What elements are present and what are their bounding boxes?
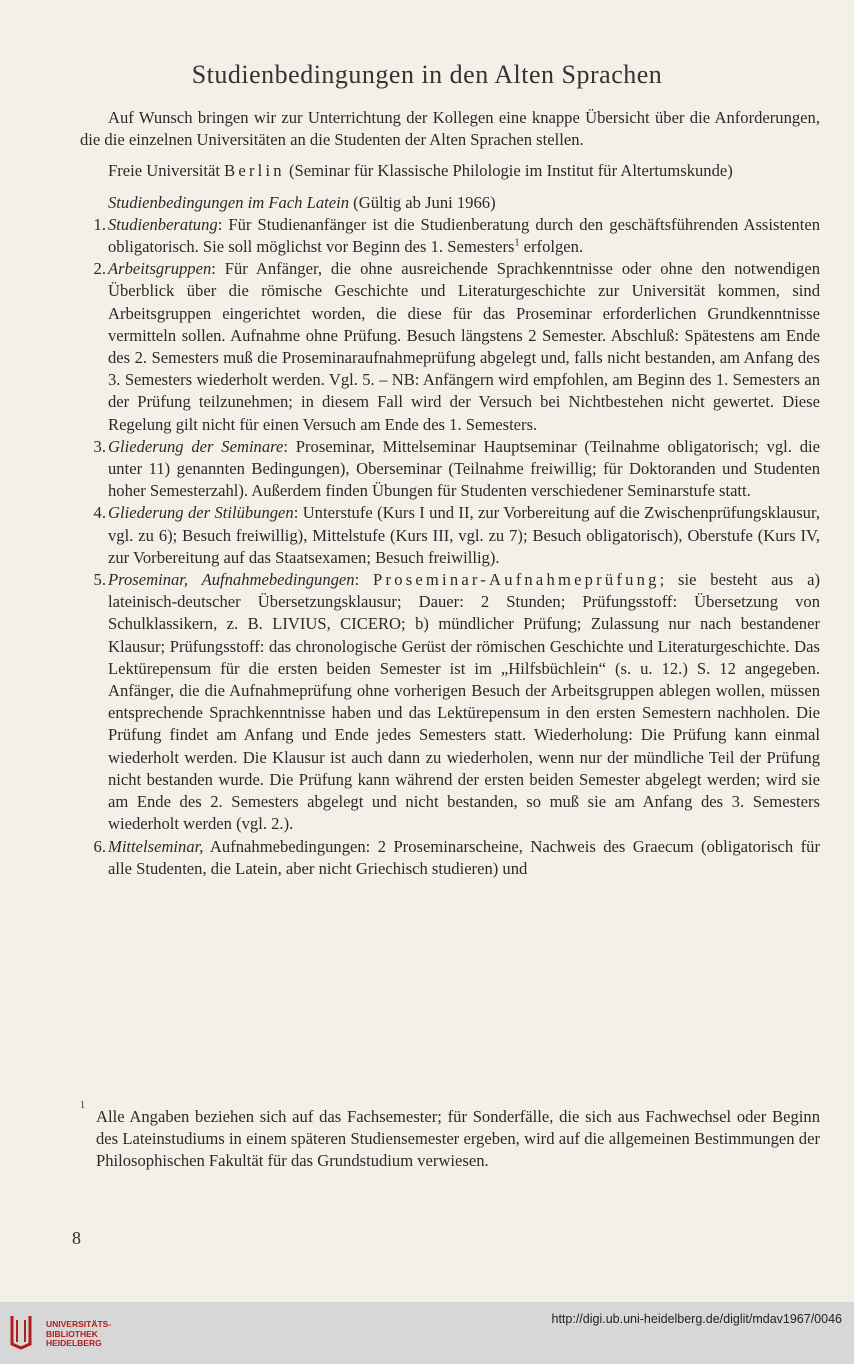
item-heading: Studienberatung bbox=[108, 214, 218, 234]
item-text: : Proseminar, Mittelseminar Hauptseminar (Teilnahme obligatorisch; vgl. die unter 11) genannten Bedingungen), Oberseminar (Teilnahme freiwillig; für Doktoranden und Studenten hoher Semesterzahl). Außerdem finden Übungen für Studenten verschiedener Seminarstufe statt. bbox=[108, 436, 820, 501]
library-name-line: UNIVERSITÄTS- bbox=[46, 1319, 112, 1329]
item-heading: Arbeitsgruppen bbox=[108, 259, 212, 279]
library-name bbox=[46, 1320, 111, 1349]
item-text-tail: erfolgen. bbox=[519, 237, 584, 257]
item-heading: Proseminar, Aufnahmebedingungen bbox=[108, 570, 355, 590]
list-item bbox=[80, 436, 820, 503]
item-number: 6. bbox=[93, 836, 106, 856]
library-name-line: HEIDELBERG bbox=[46, 1338, 102, 1348]
list-item bbox=[80, 836, 820, 880]
subject-title: Studienbedingungen im Fach Latein bbox=[108, 192, 350, 212]
university-prefix: Freie Universität bbox=[108, 161, 225, 181]
list-item bbox=[80, 502, 820, 569]
conditions-list bbox=[80, 214, 820, 880]
item-spaced-term: Proseminar-Aufnahmeprüfung bbox=[373, 570, 660, 590]
item-text: : Unterstufe (Kurs I und II, zur Vorbereitung auf die Zwischenprüfungsklausur, vgl. zu 6); Besuch freiwillig), Mittelstufe (Kurs III, vgl. zu 7); Besuch obligatorisch), Oberstufe (Kurs IV, zur Vorbereitung auf das Staatsexamen; Besuch freiwillig). bbox=[108, 503, 820, 567]
item-text: : Für Anfänger, die ohne ausreichende Sprachkenntnisse oder ohne den notwendigen Überblick über die römische Geschichte und Literaturgeschichte zur Universität kommen, sind Arbeitsgruppen eingerichtet worden, die diese für das Proseminar erforderlichen Grundkenntnisse vermitteln sollen. Aufnahme ohne Prüfung. Besuch längstens 2 Semester. Abschluß: Spätestens am Ende des 2. Semesters muß die Proseminaraufnahmeprüfung abgelegt und, falls nicht bestanden, am Anfang des 3. Semesters wiederholt werden. Vgl. 5. – NB: Anfängern wird empfohlen, am Beginn des 1. Semesters an der Prüfung teilzunehmen; in diesem Fall wird der Versuch bei Nichtbestehen nicht gewertet. Diese Regelung gilt nicht für einen Versuch am Ende des 1. Semesters. bbox=[108, 259, 820, 434]
item-text: ; sie besteht aus a) lateinisch-deutscher Übersetzungsklausur; Dauer: 2 Stunden; Prüfungsstoff: Übersetzung von Schulklassikern, z. B. LIVIUS, CICERO; b) mündlicher Prüfung; Zulassung nur nach bestandener Klausur; Prüfungsstoff: das chronologische Gerüst der römischen Geschichte und Literaturgeschichte. Das Lektürepensum für die ersten beiden Semester ist im „Hilfsbüchlein“ (s. u. 12.) S. 12 angegeben. Anfänger, die die Aufnahmeprüfung ohne vorherigen Besuch der Arbeitsgruppen ablegen wollen, müssen entsprechende Sprachkenntnisse haben und das Lektürepensum in den ersten Semestern nachholen. Die Prüfung findet am Anfang und Ende jedes Semesters statt. Wiederholung: Die Prüfung kann einmal wiederholt werden. Die Klausur ist auch dann zu wiederholen, wenn nur der mündliche Teil der Prüfung nicht bestanden wurde. Die Prüfung kann während der ersten beiden Semester abgelegt werden; wird sie am Ende des 2. Semesters abgelegt und nicht bestanden, so muß sie am Anfang des 3. Semesters wiederholt werden (vgl. 2.). bbox=[108, 570, 820, 834]
body-text bbox=[80, 107, 820, 880]
page-title: Studienbedingungen in den Alten Sprachen bbox=[191, 60, 663, 89]
item-text: : Für Studienanfänger ist die Studienberatung durch den geschäftsführenden Assistenten obligatorisch. Sie soll möglichst vor Beginn des 1. Semesters bbox=[108, 214, 820, 257]
item-heading: Gliederung der Seminare bbox=[108, 436, 284, 456]
item-heading: Gliederung der Stilübungen bbox=[108, 503, 294, 523]
item-number: 5. bbox=[93, 570, 106, 590]
intro-paragraph: Auf Wunsch bringen wir zur Unterrichtung der Kollegen eine knappe Übersicht über die Anforderungen, die die einzelnen Universitäten an die Studenten der Alten Sprachen stellen. bbox=[80, 108, 820, 150]
library-logo-icon bbox=[8, 1312, 34, 1352]
university-suffix: (Seminar für Klassische Philologie im Institut für Altertumskunde) bbox=[284, 161, 733, 181]
page-number: 8 bbox=[72, 1228, 81, 1248]
footnote-marker: 1 bbox=[514, 237, 520, 249]
subject-heading bbox=[80, 192, 820, 214]
list-item bbox=[80, 258, 820, 436]
item-number: 1. bbox=[93, 214, 106, 234]
permalink-url[interactable]: http://digi.ub.uni-heidelberg.de/diglit/mdav1967/0046 bbox=[551, 1312, 842, 1326]
item-number: 4. bbox=[93, 503, 106, 523]
footer-bar bbox=[0, 1302, 854, 1364]
item-text: Aufnahmebedingungen: 2 Proseminarscheine, Nachweis des Graecum (obligatorisch für alle Studenten, die Latein, aber nicht Griechisch studieren) und bbox=[108, 836, 820, 878]
library-name-line: BIBLIOTHEK bbox=[46, 1328, 98, 1339]
item-number: 3. bbox=[93, 436, 106, 456]
subject-validity: (Gültig ab Juni 1966) bbox=[349, 192, 496, 212]
university-city: Berlin bbox=[224, 161, 285, 181]
list-item bbox=[80, 214, 820, 258]
item-number: 2. bbox=[93, 259, 106, 279]
university-heading bbox=[80, 160, 820, 182]
footnote-text: Alle Angaben beziehen sich auf das Fachsemester; für Sonderfälle, die sich aus Fachwechsel oder Beginn des Lateinstudiums in einem späteren Studiensemester ergeben, wird auf die allgemeinen Bestimmungen der Philosophischen Fakultät für das Grundstudium verwiesen. bbox=[96, 1107, 820, 1171]
footnote: 1 Alle Angaben beziehen sich auf das Fachsemester; für Sonderfälle, die sich aus Fachwechsel oder Beginn des Lateinstudiums in einem späteren Studiensemester ergeben, wird auf die allgemeinen Bestimmungen der Philosophischen Fakultät für das Grundstudium verwiesen. bbox=[80, 1106, 820, 1173]
item-heading: Mittelseminar, bbox=[108, 836, 204, 856]
list-item: 5. Proseminar, Aufnahmebedingungen: Proseminar-Aufnahmeprüfung; sie besteht aus a) lateinisch-deutscher Übersetzungsklausur; Dauer: 2 Stunden; Prüfungsstoff: Übersetzung von Schulklassikern, z. B. LIVIUS, CICERO; b) mündlicher Prüfung; Zulassung nur nach bestandener Klausur; Prüfungsstoff: das chronologische Gerüst der römischen Geschichte und Literaturgeschichte. Das Lektürepensum für die ersten beiden Semester ist im „Hilfsbüchlein“ (s. u. 12.) S. 12 angegeben. Anfänger, die die Aufnahmeprüfung ohne vorherigen Besuch der Arbeitsgruppen ablegen wollen, müssen entsprechende Sprachkenntnisse haben und das Lektürepensum in den ersten Semestern nachholen. Die Prüfung findet am Anfang und Ende jedes Semesters statt. Wiederholung: Die Prüfung kann einmal wiederholt werden. Die Klausur ist auch dann zu wiederholen, wenn nur der mündliche Teil der Prüfung nicht bestanden wurde. Die Prüfung kann während der ersten beiden Semester abgelegt werden; wird sie am Ende des 2. Semesters abgelegt und nicht bestanden, so muß sie am Anfang des 3. Semesters wiederholt werden (vgl. 2.). bbox=[80, 569, 820, 835]
